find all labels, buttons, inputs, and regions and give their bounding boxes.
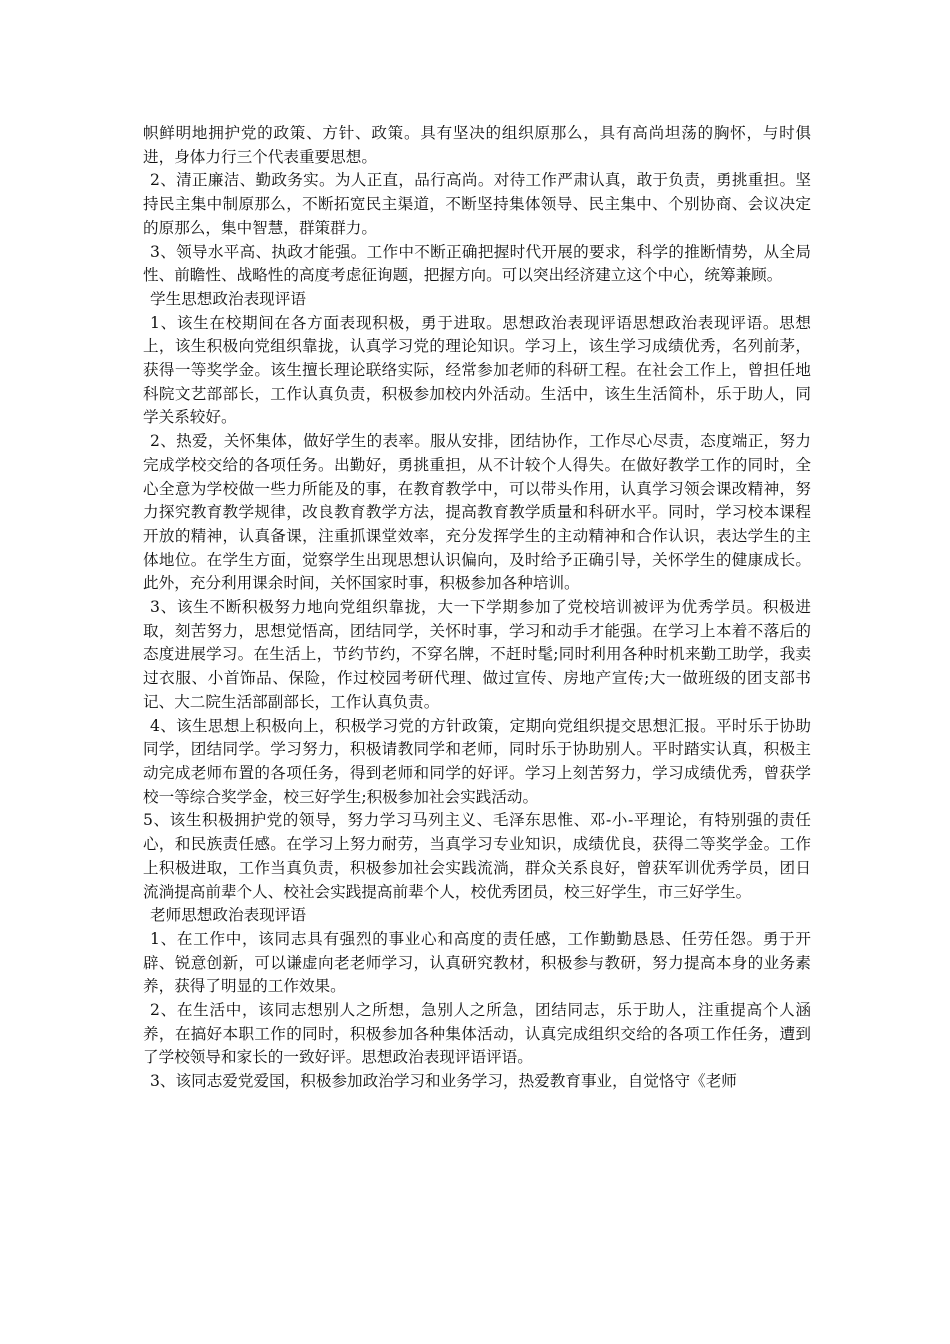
- paragraph-leader-item-2: 2、清正廉洁、勤政务实。为人正直，品行高尚。对待工作严肃认真，敢于负责，勇挑重担。坚持民主集中制原那么，不断拓宽民主渠道，不断坚持集体领导、民主集中、个别协商、会议决定的原那么，集中智慧，群策群力。: [143, 171, 811, 237]
- paragraph-teacher-item-2: 2、在生活中，该同志想别人之所想，急别人之所急，团结同志，乐于助人，注重提高个人涵养，在搞好本职工作的同时，积极参加各种集体活动，认真完成组织交给的各项工作任务，遭到了学校领导和家长的一致好评。思想政治表现评语评语。: [143, 1001, 811, 1067]
- paragraph-student-item-2: 2、热爱，关怀集体，做好学生的表率。服从安排，团结协作，工作尽心尽责，态度端正，努力完成学校交给的各项任务。出勤好，勇挑重担，从不计较个人得失。在做好教学工作的同时，全心全意为学校做一些力所能及的事，在教育教学中，可以带头作用，认真学习领会课改精神，努力探究教育教学规律，改良教育教学方法，提高教育教学质量和科研水平。同时，学习校本课程开放的精神，认真备课，注重抓课堂效率，充分发挥学生的主动精神和合作认识，表达学生的主体地位。在学生方面，觉察学生出现思想认识偏向，及时给予正确引导，关怀学生的健康成长。此外，充分利用课余时间，关怀国家时事，积极参加各种培训。: [143, 432, 811, 593]
- paragraph-student-item-5: 5、该生积极拥护党的领导，努力学习马列主义、毛泽东思惟、邓-小-平理论，有特别强的责任心，和民族责任感。在学习上努力耐劳，当真学习专业知识，成绩优良，获得二等奖学金。工作上积极进取，工作当真负责，积极参加社会实践流淌，群众关系良好，曾获军训优秀学员，团日流淌提高前辈个人、校社会实践提高前辈个人，校优秀团员，校三好学生，市三好学生。: [143, 811, 811, 901]
- section-heading-student: 学生思想政治表现评语: [150, 289, 306, 308]
- section-heading-teacher: 老师思想政治表现评语: [150, 906, 306, 925]
- paragraph-leader-item-3: 3、领导水平高、执政才能强。工作中不断正确把握时代开展的要求，科学的推断情势，从全局性、前瞻性、战略性的高度考虑征询题，把握方向。可以突出经济建立这个中心，统筹兼顾。: [143, 242, 811, 285]
- paragraph-continuation: 帜鲜明地拥护党的政策、方针、政策。具有坚决的组织原那么，具有高尚坦荡的胸怀，与时俱进，身体力行三个代表重要思想。: [143, 124, 811, 166]
- paragraph-student-item-1: 1、该生在校期间在各方面表现积极，勇于进取。思想政治表现评语思想政治表现评语。思想上，该生积极向党组织靠拢，认真学习党的理论知识。学习上，该生学习成绩优秀，名列前茅，获得一等奖学金。该生擅长理论联络实际，经常参加老师的科研工程。在社会工作上，曾担任地科院文艺部部长，工作认真负责，积极参加校内外活动。生活中，该生生活简朴，乐于助人，同学关系较好。: [143, 313, 811, 427]
- paragraph-student-item-4: 4、该生思想上积极向上，积极学习党的方针政策，定期向党组织提交思想汇报。平时乐于协助同学，团结同学。学习努力，积极请教同学和老师，同时乐于协助别人。平时踏实认真，积极主动完成老师布置的各项任务，得到老师和同学的好评。学习上刻苦努力，学习成绩优秀，曾获学校一等综合奖学金，校三好学生;积极参加社会实践活动。: [143, 716, 811, 806]
- paragraph-teacher-item-1: 1、在工作中，该同志具有强烈的事业心和高度的责任感，工作勤勤恳恳、任劳任怨。勇于开辟、锐意创新，可以谦虚向老老师学习，认真研究教材，积极参与教研，努力提高本身的业务素养，获得了明显的工作效果。: [143, 929, 811, 996]
- paragraph-teacher-item-3: 3、该同志爱党爱国，积极参加政治学习和业务学习，热爱教育事业，自觉恪守《老师: [150, 1072, 737, 1091]
- paragraph-student-item-3: 3、该生不断积极努力地向党组织靠拢，大一下学期参加了党校培训被评为优秀学员。积极进取，刻苦努力，思想觉悟高，团结同学，关怀时事，学习和动手才能强。在学习上本着不落后的态度进展学习。在生活上，节约节约，不穿名牌，不赶时髦;同时利用各种时机来勤工助学，我卖过衣服、小首饰品、保险，作过校园考研代理、做过宣传、房地产宣传;大一做班级的团支部书记、大二院生活部副部长，工作认真负责。: [143, 598, 811, 711]
- document-body: [143, 122, 811, 1094]
